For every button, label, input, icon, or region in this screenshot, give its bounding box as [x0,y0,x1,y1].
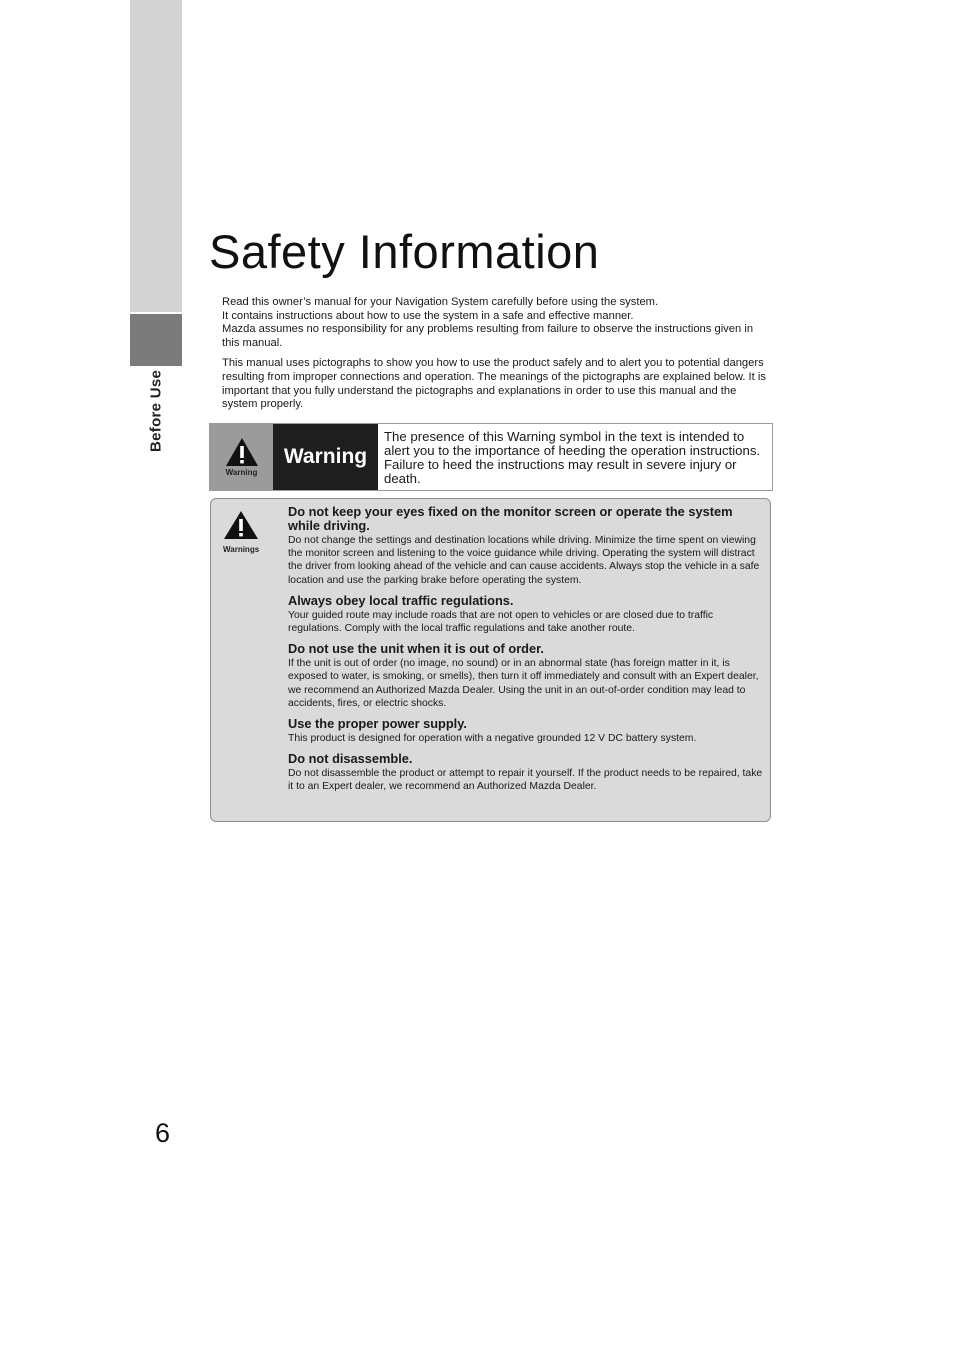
warning-item-heading: Do not use the unit when it is out of order. [288,641,544,657]
warning-item-heading: Always obey local traffic regulations. [288,592,514,608]
page-number: 6 [155,1118,171,1148]
warning-item-heading: Do not disassemble. [288,751,413,767]
warning-symbol-legend [209,423,773,491]
warnings-list [288,505,764,801]
warning-item-body: If the unit is out of order (no image, no sound) or in an abnormal state (has foreign matter in it, is exposed to water, is smoking, or smells), then turn it off immediately and consult with an Expert dealer, we recommend an Authorized Mazda Dealer. Using the unit in an out-of-order condition may lead to accidents, fires, or electric shocks. [288,658,759,709]
warning-legend-icon-box [210,424,273,490]
intro-paragraph-1: Read this owner’s manual for your Navigation System carefully before using the system. It contains instructions about how to use the system in a safe and effective manner. Mazda assumes no responsibility for any problems resulting from failure to observe the instructions given in this manual. [222,296,754,349]
warning-icon-caption: Warning [225,468,258,477]
warning-item-heading: Do not keep your eyes fixed on the monitor screen or operate the system while driving. [288,504,733,533]
warning-item [288,594,764,635]
warning-item-body: Your guided route may include roads that are not open to vehicles or are closed due to traffic regulations. Comply with the local traffic regulations and take another route. [288,609,714,635]
warning-item-heading: Use the proper power supply. [288,716,467,732]
side-strip-tab [130,314,182,366]
warnings-icon-group [223,510,259,554]
intro-text [222,296,767,419]
warning-label: Warning [273,424,378,490]
warnings-box [210,498,771,822]
warning-item-body: Do not disassemble the product or attempt to repair it yourself. If the product needs to be repaired, take it to an Expert dealer, we recommend an Authorized Mazda Dealer. [288,768,763,793]
side-strip-top [130,0,182,312]
warning-triangle-icon [225,437,259,467]
warning-description: The presence of this Warning symbol in the text is intended to alert you to the importance of heeding the operation instructions. Failure to heed the instructions may result in severe injury or death. [384,429,761,486]
warning-item-body: Do not change the settings and destination locations while driving. Minimize the time spent on viewing the monitor screen and listening to the voice guidance while driving. Operating the system will distract the driver from looking ahead of the vehicle and can cause accidents. Always stop the vehicle in a safe location and use the parking brake before operating the system. [288,535,760,586]
warning-item [288,642,764,710]
warning-item [288,505,764,587]
intro-paragraph-2: This manual uses pictographs to show you how to use the product safely and to alert you to potential dangers resulting from improper connections and operation. The meanings of the pictographs are explained below. It is important that you fully understand the pictographs and explanations in order to use this manual and the system properly. [222,357,766,411]
section-tab-label: Before Use [147,369,165,453]
warnings-icon-caption: Warnings [223,545,260,554]
warning-item [288,717,764,745]
warning-triangle-icon [223,510,259,540]
warning-item [288,752,764,793]
page-title: Safety Information [209,225,600,278]
warning-item-body: This product is designed for operation with a negative grounded 12 V DC battery system. [288,733,697,745]
